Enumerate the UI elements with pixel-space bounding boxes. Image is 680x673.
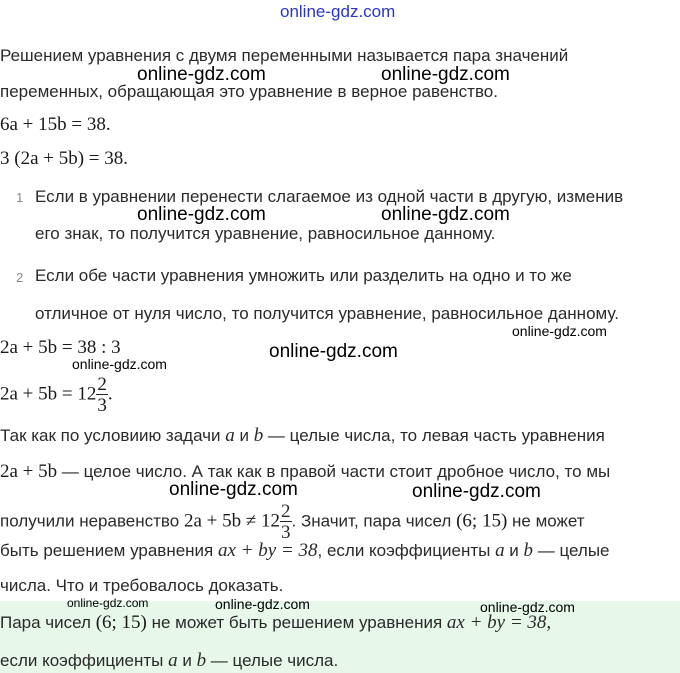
reasoning-line-2: 2a + 5b — целое число. А так как в правой части стоит дробное число, то мы [0, 461, 611, 482]
definition-line-2: переменных, обращающая это уравнение в верное равенство. [0, 82, 498, 101]
fraction-numerator: 2 [97, 374, 107, 395]
watermark: online-gdz.com [480, 599, 575, 615]
rule-1-line-2: его знак, то получится уравнение, равносильное данному. [35, 224, 496, 243]
watermark: online-gdz.com [381, 204, 510, 225]
rule-2-line-1: Если обе части уравнения умножить или разделить на одно и то же [35, 266, 572, 285]
definition-line-1: Решением уравнения с двумя переменными называется пара значений [0, 46, 569, 65]
watermark: online-gdz.com [72, 356, 167, 372]
equation-3: 2a + 5b = 38 : 3 [0, 337, 121, 358]
equation-4: 2a + 5b = 12 $\frac{2}{3}$ . [0, 374, 113, 416]
watermark: online-gdz.com [169, 479, 298, 500]
variable-a: a [225, 425, 235, 446]
watermark: online-gdz.com [137, 204, 266, 225]
rule-2-line-2: отличное от нуля число, то получится уравнение, равносильное данному. [35, 304, 619, 323]
watermark: online-gdz.com [215, 596, 310, 612]
fraction-denominator: 3 [97, 395, 107, 416]
watermark: online-gdz.com [137, 64, 266, 85]
reasoning-line-4: быть решением уравнения ax + by = 38, если коэффициенты a и b — целые [0, 540, 610, 561]
equation-1: 6a + 15b = 38. [0, 114, 111, 135]
watermark: online-gdz.com [512, 323, 607, 339]
answer-line-2: если коэффициенты a и b — целые числа. [0, 650, 339, 671]
rule-2-number: 2 [16, 270, 24, 285]
reasoning-line-3: получили неравенство 2a + 5b ≠ 12 $\frac{2}{3}$ . Значит, пара чисел (6; 15) не может [0, 501, 585, 543]
equation-4-fraction [96, 375, 108, 415]
variable-b: b [253, 425, 264, 446]
watermark: online-gdz.com [412, 481, 541, 502]
reasoning-line-1: Так как по условиию задачи a и b — целые числа, то левая часть уравнения [0, 425, 605, 446]
answer-line-1: Пара чисел (6; 15) не может быть решением уравнения ax + by = 38, [0, 612, 552, 633]
inequality-fraction: $\frac{2}{3}$ [281, 501, 291, 543]
equation-2: 3 (2a + 5b) = 38. [0, 148, 129, 169]
rule-1-number: 1 [16, 190, 24, 205]
watermark: online-gdz.com [381, 64, 510, 85]
reasoning-line-5: числа. Что и требовалось доказать. [0, 576, 284, 595]
rule-1-line-1: Если в уравнении перенести слагаемое из одной части в другую, изменив [35, 187, 624, 206]
top-watermark: online-gdz.com [280, 2, 396, 21]
equation-4-left: 2a + 5b = 12 [0, 383, 97, 405]
watermark: online-gdz.com [67, 596, 149, 610]
watermark: online-gdz.com [269, 341, 398, 362]
